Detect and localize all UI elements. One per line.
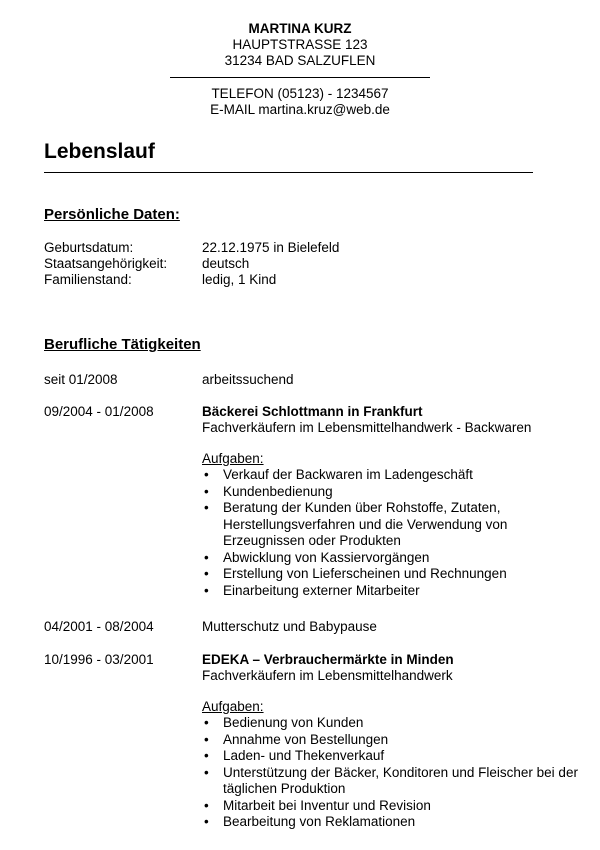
- task-item: • Verkauf der Backwaren im Ladengeschäft: [202, 467, 582, 484]
- email-address: E-MAIL martina.kruz@web.de: [210, 102, 390, 117]
- tasks-label: Aufgaben:: [202, 451, 264, 466]
- task-item: • Mitarbeit bei Inventur und Revision: [202, 798, 582, 815]
- task-item: • Abwicklung von Kassiervorgängen: [202, 550, 582, 567]
- career-details: [202, 404, 582, 599]
- career-period: seit 01/2008: [44, 372, 118, 387]
- employer-name: Bäckerei Schlottmann in Frankfurt: [202, 404, 423, 419]
- title-divider: [44, 172, 533, 173]
- career-title: Mutterschutz und Babypause: [202, 619, 377, 634]
- career-period: 09/2004 - 01/2008: [44, 404, 154, 419]
- task-item: • Bedienung von Kunden: [202, 715, 582, 732]
- family-status-label: Familienstand:: [44, 272, 132, 287]
- header-divider: [170, 77, 430, 78]
- career-heading: Berufliche Tätigkeiten: [44, 336, 201, 353]
- career-period: 10/1996 - 03/2001: [44, 652, 154, 667]
- task-item: • Bearbeitung von Reklamationen: [202, 814, 582, 831]
- task-item: • Beratung der Kunden über Rohstoffe, Zutaten, Herstellungsverfahren und die Verwendung von Erzeugnissen oder Produkten: [202, 500, 582, 550]
- task-list: [202, 467, 582, 599]
- nationality-label: Staatsangehörigkeit:: [44, 256, 168, 271]
- nationality-value: deutsch: [202, 256, 250, 271]
- birthdate-label: Geburtsdatum:: [44, 240, 134, 255]
- job-position: Fachverkäufern im Lebensmittelhandwerk: [202, 668, 453, 683]
- document-title: Lebenslauf: [44, 140, 155, 163]
- personal-data-heading: Persönliche Daten:: [44, 206, 180, 223]
- tasks-label: Aufgaben:: [202, 699, 264, 714]
- job-position: Fachverkäufern im Lebensmittelhandwerk - Backwaren: [202, 420, 532, 435]
- applicant-name: MARTINA KURZ: [248, 21, 352, 36]
- phone-number: TELEFON (05123) - 1234567: [211, 86, 389, 101]
- family-status-value: ledig, 1 Kind: [202, 272, 277, 287]
- task-item: • Erstellung von Lieferscheinen und Rechnungen: [202, 566, 582, 583]
- city-address: 31234 BAD SALZUFLEN: [224, 53, 376, 68]
- task-item: • Laden- und Thekenverkauf: [202, 748, 582, 765]
- task-item: • Kundenbedienung: [202, 484, 582, 501]
- employer-name: EDEKA – Verbrauchermärkte in Minden: [202, 652, 454, 667]
- contact-header: [0, 21, 600, 118]
- task-list: [202, 715, 582, 831]
- task-item: • Einarbeitung externer Mitarbeiter: [202, 583, 582, 600]
- career-details: [202, 652, 582, 831]
- street-address: HAUPTSTRASSE 123: [232, 37, 368, 52]
- career-period: 04/2001 - 08/2004: [44, 619, 154, 634]
- task-item: • Annahme von Bestellungen: [202, 732, 582, 749]
- task-item: • Unterstützung der Bäcker, Konditoren und Fleischer bei der täglichen Produktion: [202, 765, 582, 798]
- birthdate-value: 22.12.1975 in Bielefeld: [202, 240, 340, 255]
- career-title: arbeitssuchend: [202, 372, 294, 387]
